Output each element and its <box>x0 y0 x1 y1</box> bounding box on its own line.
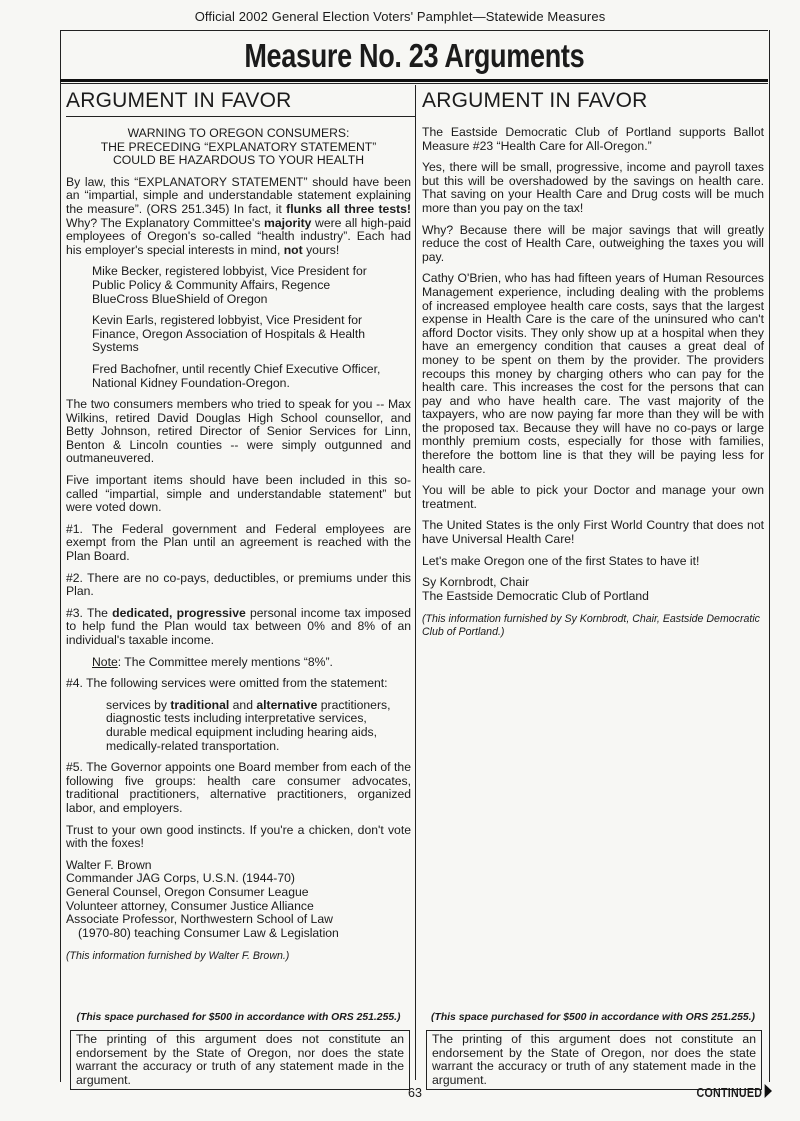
paragraph: The two consumers members who tried to speak for you -- Max Wilkins, retired David Douglas High School counsellor, and Betty Johnson, retired Director of Senior Services for Linn, Benton & Lincoln counties -- were simply outgunned and outmaneuvered. <box>66 397 411 466</box>
note: Note: The Committee merely mentions “8%”. <box>92 654 333 669</box>
omitted-item: #5. The Governor appoints one Board member from each of the following five groups: health care consumer advocates, traditional practitioners, alternative practitioners, organized labor, and employers. <box>66 760 411 815</box>
page-number: 63 <box>408 1086 422 1100</box>
closing-paragraph: Trust to your own good instincts. If you're a chicken, don't vote with the foxes! <box>66 822 411 851</box>
page-title: Measure No. 23 Arguments <box>243 37 584 74</box>
paragraph: By law, this “EXPLANATORY STATEMENT” should have been an “impartial, simple and understandable statement explaining the measure”. (ORS 251.345) In fact, it flunks all three tests! Why? The Explanatory Committee's majority were all high-paid employees of Oregon's so-called “health industry”. Each had his employer's special interests in mind, not yours! <box>66 174 411 257</box>
purchased-notice: (This space purchased for $500 in accordance with ORS 251.255.) <box>431 1012 755 1023</box>
omitted-item: #1. The Federal government and Federal employees are exempt from the Plan until an agreement is reached with the Plan Board. <box>66 521 411 564</box>
purchased-notice: (This space purchased for $500 in accordance with ORS 251.255.) <box>76 1012 401 1023</box>
omitted-item: #4. The following services were omitted from the statement: <box>66 676 388 691</box>
signature-line: (1970-80) teaching Consumer Law & Legislation <box>78 925 339 940</box>
warning-line: THE PRECEDING “EXPLANATORY STATEMENT” <box>100 139 377 154</box>
left-column-heading: ARGUMENT IN FAVOR <box>66 88 415 117</box>
running-head: Official 2002 General Election Voters' Pamphlet—Statewide Measures <box>194 9 606 24</box>
signature-line: Sy Kornbrodt, Chair <box>422 575 530 590</box>
paragraph: Why? Because there will be major savings that will greatly reduce the cost of Health Care, outweighing the taxes you will pay. <box>422 222 764 264</box>
right-column-heading: ARGUMENT IN FAVOR <box>422 89 648 112</box>
service-item: diagnostic tests including interpretative services, <box>106 711 367 726</box>
omitted-item: #3. The dedicated, progressive personal income tax imposed to help fund the Plan would tax between 0% and 8% of an individual's taxable income. <box>66 605 411 647</box>
signature-line: Commander JAG Corps, U.S.N. (1944-70) <box>66 871 295 886</box>
signature-block <box>66 859 411 941</box>
paragraph: Cathy O'Brien, who has had fifteen years of Human Resources Management experience, including dealing with the problems of increased employee health care costs, says that the largest expense in Health Care is the care of the uninsured who can't afford Doctor visits. They only show up at a hospital when they have an emergency condition that causes a great deal of money to be spent on them by the provider. The providers recoups this money by charging others who can pay for the health care. This increases the cost for the persons that can pay and who have health care. The vast majority of the taxpayers, who are now paying far more than they will be with the proposed tax. Because they will have no co-pays or large monthly premium costs, especially for those with families, therefore the bottom line is that they will be paying less for health care. <box>422 271 764 476</box>
signature-line: The Eastside Democratic Club of Portland <box>422 588 649 603</box>
service-item: services by traditional and alternative practitioners, <box>106 697 391 712</box>
furnished-by: (This information furnished by Walter F. Brown.) <box>66 950 290 963</box>
service-item: medically-related transportation. <box>106 738 280 753</box>
paragraph: You will be able to pick your Doctor and manage your own treatment. <box>422 483 764 511</box>
paragraph: The United States is the only First World Country that does not have Universal Health Care! <box>422 518 764 547</box>
warning-line: COULD BE HAZARDOUS TO YOUR HEALTH <box>112 153 365 168</box>
committee-member: Fred Bachofner, until recently Chief Executive Officer, National Kidney Foundation-Oregon. <box>92 361 381 390</box>
committee-member: Mike Becker, registered lobbyist, Vice President for Public Policy & Community Affairs, Regence BlueCross BlueShield of Oregon <box>92 264 367 306</box>
disclaimer-box: The printing of this argument does not constitute an endorsement by the State of Oregon, nor does the state warrant the accuracy or truth of any statement made in the argument. <box>426 1030 762 1090</box>
signature-block <box>422 576 764 603</box>
warning-block <box>66 127 411 168</box>
services-list <box>106 699 411 753</box>
committee-member: Kevin Earls, registered lobbyist, Vice President for Finance, Oregon Association of Hospitals & Health Systems <box>92 313 366 355</box>
continued-marker <box>697 1084 772 1100</box>
disclaimer-box: The printing of this argument does not constitute an endorsement by the State of Oregon, nor does the state warrant the accuracy or truth of any statement made in the argument. <box>70 1030 410 1090</box>
service-item: durable medical equipment including hearing aids, <box>106 724 378 739</box>
paragraph: The Eastside Democratic Club of Portland supports Ballot Measure #23 “Health Care for All-Oregon.” <box>422 125 764 153</box>
title-bar <box>60 30 768 82</box>
arrow-right-icon <box>765 1084 772 1098</box>
paragraph: Let's make Oregon one of the first States to have it! <box>422 553 700 568</box>
right-column <box>422 88 764 638</box>
continued-label: CONTINUED <box>696 1085 763 1100</box>
warning-line: WARNING TO OREGON CONSUMERS: <box>127 126 350 140</box>
signature-line: Volunteer attorney, Consumer Justice Alliance <box>66 898 314 913</box>
signature-line: General Counsel, Oregon Consumer League <box>66 884 309 899</box>
signature-line: Associate Professor, Northwestern School of Law <box>66 912 333 927</box>
omitted-item: #2. There are no co-pays, deductibles, or premiums under this Plan. <box>66 570 411 599</box>
furnished-by: (This information furnished by Sy Kornbrodt, Chair, Eastside Democratic Club of Portland.) <box>422 613 760 638</box>
left-column <box>66 88 411 963</box>
paragraph: Yes, there will be small, progressive, income and payroll taxes but this will be overshadowed by the savings on health care. That saving on your Health Care and Drug costs will be much more than you pay on the tax! <box>422 160 764 215</box>
column-divider <box>415 85 416 1080</box>
signature-line: Walter F. Brown <box>66 857 152 872</box>
title-rule <box>60 83 768 84</box>
paragraph: Five important items should have been included in this so-called “impartial, simple and understandable statement” but were voted down. <box>66 473 411 515</box>
